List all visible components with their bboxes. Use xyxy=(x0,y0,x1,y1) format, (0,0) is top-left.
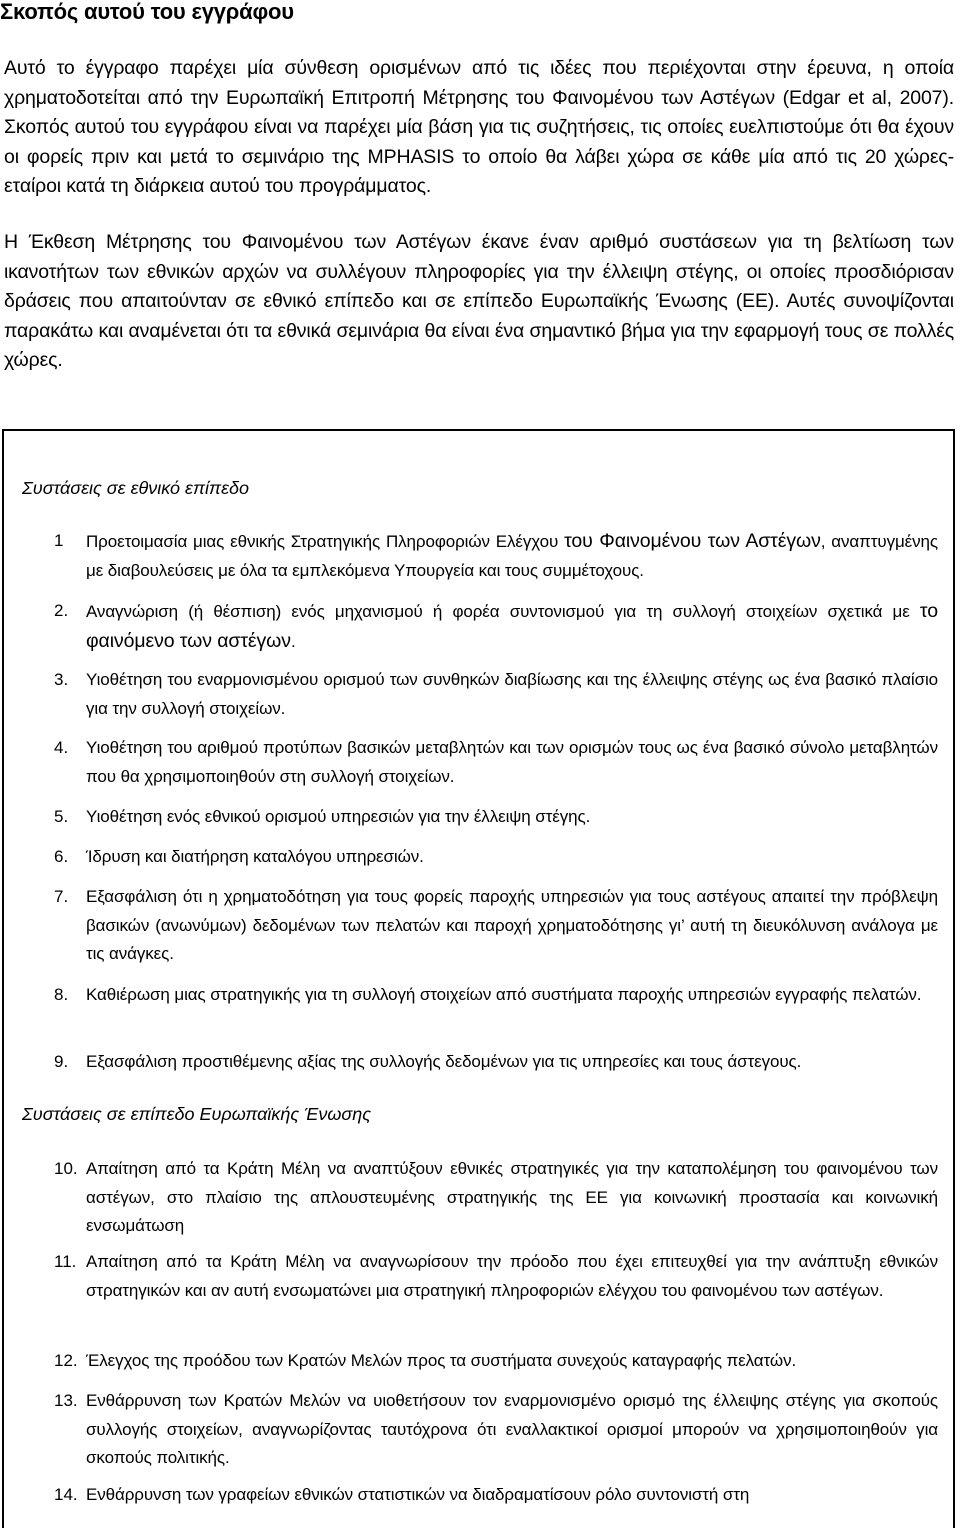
item-number: 1 xyxy=(54,531,64,550)
item-text: Ενθάρρυνση των Κρατών Μελών να υιοθετήσουν τον εναρμονισμένο ορισμό της έλλειψης στέγης για σκοπούς συλλογής στοιχείων, αναγνωρίζοντας ταυτόχρονα ότι εναλλακτικοί ορισμοί μπορούν να χρησιμοποιηθούν για σκοπούς πολιτικής. xyxy=(86,1391,938,1467)
item-number: 5. xyxy=(54,807,69,826)
intro-paragraph: Αυτό το έγγραφο παρέχει μία σύνθεση ορισμένων από τις ιδέες που περιέχονται στην έρευνα, η οποία χρηματοδοτείται από την Ευρωπαϊκή Επιτροπή Μέτρησης του Φαινομένου των Αστέγων (Edgar et al, 2007). Σκοπός αυτού του εγγράφου είναι να παρέχει μία βάση για τις συζητήσεις, τις οποίες ευελπιστούμε ότι θα έχουν οι φορείς πριν και μετά το σεμινάριο της MPHASIS το οποίο θα λάβει χώρα σε κάθε μία από τις 20 χώρες-εταίροι κατά τη διάρκεια αυτού του προγράμματος. xyxy=(4,57,954,197)
item-number: 3. xyxy=(54,670,69,689)
item-text: Ίδρυση και διατήρηση καταλόγου υπηρεσιών. xyxy=(86,847,424,866)
recommendation-item xyxy=(54,527,938,585)
item-number: 13. xyxy=(54,1391,78,1410)
item-text: Εξασφάλιση ότι η χρηματοδότηση για τους φορείς παροχής υπηρεσιών για τους αστέγους απαιτεί την πρόβλεψη βασικών (ανωνύμων) δεδομένων των πελατών και παροχή χρηματοδότησης γι’ αυτή τη διευκόλυνση ανάλογα με τις ανάγκες. xyxy=(86,887,938,963)
recommendation-item xyxy=(54,1248,938,1305)
item-number: 9. xyxy=(54,1052,69,1071)
item-emphasis: το φαινόμενο των αστέγων xyxy=(86,600,938,652)
eu-recommendations-title: Συστάσεις σε επίπεδο Ευρωπαϊκής Ένωσης xyxy=(22,1104,371,1124)
item-number: 8. xyxy=(54,985,69,1004)
item-number: 11. xyxy=(54,1252,77,1271)
item-number: 4. xyxy=(54,738,69,757)
item-number: 6. xyxy=(54,847,69,866)
item-text: Αναγνώριση (ή θέσπιση) ενός μηχανισμού ή φορέα συντονισμού για τη συλλογή στοιχείων σχετικά με το φαινόμενο των αστέγων. xyxy=(86,600,938,652)
item-number: 7. xyxy=(54,887,69,906)
recommendation-item xyxy=(54,1347,938,1376)
recommendation-item xyxy=(54,803,938,832)
item-number: 2. xyxy=(54,601,69,620)
national-recommendations-title: Συστάσεις σε εθνικό επίπεδο xyxy=(22,478,249,498)
item-text: Απαίτηση από τα Κράτη Μέλη να αναπτύξουν εθνικές στρατηγικές για την καταπολέμηση του φαινομένου των αστέγων, στο πλαίσιο της απλουστευμένης στρατηγικής της ΕΕ για κοινωνική προστασία και κοινωνική ενσωμάτωση xyxy=(86,1159,938,1235)
item-text: Απαίτηση από τα Κράτη Μέλη να αναγνωρίσουν την πρόοδο που έχει επιτευχθεί για την ανάπτυξη εθνικών στρατηγικών και αν αυτή ενσωματώνει μια στρατηγική πληροφοριών ελέγχου του φαινομένου των αστέγων. xyxy=(86,1252,938,1300)
item-text: Εξασφάλιση προστιθέμενης αξίας της συλλογής δεδομένων για τις υπηρεσίες και τους άστεγους. xyxy=(86,1052,802,1071)
recommendation-item xyxy=(54,843,938,872)
item-number: 12. xyxy=(54,1351,78,1370)
recommendation-item xyxy=(54,1387,938,1473)
item-number: 10. xyxy=(54,1159,78,1178)
recommendation-item xyxy=(54,981,938,1010)
item-text: Υιοθέτηση ενός εθνικού ορισμού υπηρεσιών για την έλλειψη στέγης. xyxy=(86,807,591,826)
recommendation-item xyxy=(54,1155,938,1241)
recommendation-item xyxy=(54,666,938,723)
item-number: 14. xyxy=(54,1485,78,1504)
item-text: Ενθάρρυνση των γραφείων εθνικών στατιστικών να διαδραματίσουν ρόλο συντονιστή στη xyxy=(86,1485,750,1504)
recommendation-item xyxy=(54,734,938,791)
item-emphasis: του Φαινομένου των Αστέγων xyxy=(564,530,821,552)
report-summary-paragraph: Η Έκθεση Μέτρησης του Φαινομένου των Αστέγων έκανε έναν αριθμό συστάσεων για τη βελτίωση των ικανοτήτων των εθνικών αρχών να συλλέγουν πληροφορίες για την έλλειψη στέγης, οι οποίες προσδιόρισαν δράσεις που απαιτούνταν σε εθνικό επίπεδο και σε επίπεδο Ευρωπαϊκής Ένωσης (ΕΕ). Αυτές συνοψίζονται παρακάτω και αναμένεται ότι τα εθνικά σεμινάρια θα είναι ένα σημαντικό βήμα για την εφαρμογή τους σε πολλές χώρες. xyxy=(4,231,954,371)
page-title: Σκοπός αυτού του εγγράφου xyxy=(0,0,294,24)
item-text: Υιοθέτηση του εναρμονισμένου ορισμού των συνθηκών διαβίωσης και της έλλειψης στέγης ως ένα βασικό πλαίσιο για την συλλογή στοιχείων. xyxy=(86,670,938,718)
recommendation-item xyxy=(54,597,938,656)
item-text: Καθιέρωση μιας στρατηγικής για τη συλλογή στοιχείων από συστήματα παροχής υπηρεσιών εγγραφής πελατών. xyxy=(86,985,922,1004)
item-text: Προετοιμασία μιας εθνικής Στρατηγικής Πληροφοριών Ελέγχου του Φαινομένου των Αστέγων, αναπτυγμένης με διαβουλεύσεις με όλα τα εμπλεκόμενα Υπουργεία και τους συμμέτοχους. xyxy=(86,530,938,580)
recommendation-item xyxy=(54,1048,938,1077)
item-text: Έλεγχος της προόδου των Κρατών Μελών προς τα συστήματα συνεχούς καταγραφής πελατών. xyxy=(86,1351,797,1370)
recommendation-item xyxy=(54,1481,938,1510)
item-text: Υιοθέτηση του αριθμού προτύπων βασικών μεταβλητών και των ορισμών τους ως ένα βασικό σύνολο μεταβλητών που θα χρησιμοποιηθούν στη συλλογή στοιχείων. xyxy=(86,738,938,786)
recommendation-item xyxy=(54,883,938,969)
